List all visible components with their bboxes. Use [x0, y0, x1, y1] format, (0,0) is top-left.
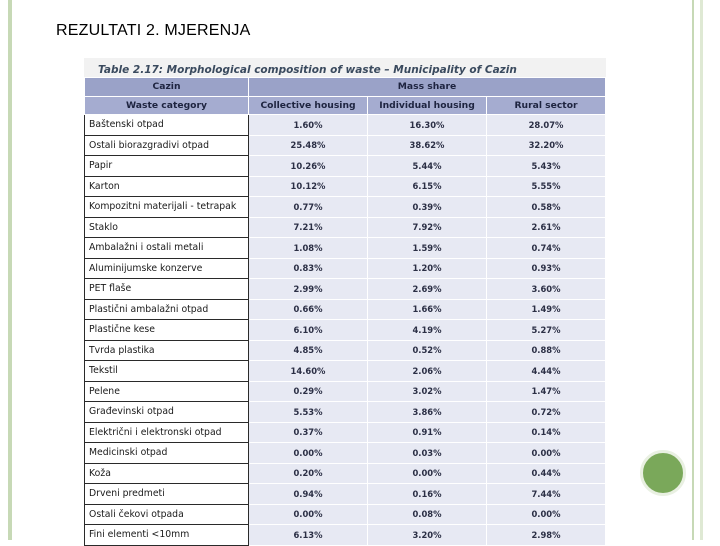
header-region: Cazin [85, 78, 249, 97]
cell-collective-housing: 0.66% [249, 299, 368, 320]
cell-individual-housing: 38.62% [368, 135, 487, 156]
cell-rural-sector: 4.44% [487, 361, 606, 382]
cell-rural-sector: 2.61% [487, 217, 606, 238]
cell-rural-sector: 28.07% [487, 115, 606, 136]
cell-individual-housing: 0.08% [368, 504, 487, 525]
cell-waste-category: Papir [85, 156, 249, 177]
column-header-rural-sector: Rural sector [487, 96, 606, 115]
cell-collective-housing: 14.60% [249, 361, 368, 382]
table-row [85, 299, 606, 320]
cell-individual-housing: 0.00% [368, 463, 487, 484]
cell-individual-housing: 1.20% [368, 258, 487, 279]
cell-individual-housing: 1.66% [368, 299, 487, 320]
cell-waste-category: Koža [85, 463, 249, 484]
table-row [85, 443, 606, 464]
cell-rural-sector: 0.58% [487, 197, 606, 218]
table-row [85, 463, 606, 484]
cell-rural-sector: 3.60% [487, 279, 606, 300]
cell-waste-category: Električni i elektronski otpad [85, 422, 249, 443]
cell-collective-housing: 6.13% [249, 525, 368, 546]
table-row [85, 156, 606, 177]
cell-collective-housing: 0.37% [249, 422, 368, 443]
cell-collective-housing: 0.00% [249, 443, 368, 464]
cell-waste-category: Ostali čekovi otpada [85, 504, 249, 525]
cell-waste-category: Baštenski otpad [85, 115, 249, 136]
cell-waste-category: Fini elementi <10mm [85, 525, 249, 546]
cell-waste-category: Medicinski otpad [85, 443, 249, 464]
cell-individual-housing: 3.02% [368, 381, 487, 402]
waste-composition-table [84, 77, 606, 546]
right-border-decoration-outer [700, 0, 703, 540]
table-row [85, 402, 606, 423]
cell-individual-housing: 0.91% [368, 422, 487, 443]
cell-collective-housing: 6.10% [249, 320, 368, 341]
cell-rural-sector: 0.00% [487, 443, 606, 464]
cell-individual-housing: 0.52% [368, 340, 487, 361]
cell-individual-housing: 5.44% [368, 156, 487, 177]
cell-collective-housing: 5.53% [249, 402, 368, 423]
cell-collective-housing: 0.94% [249, 484, 368, 505]
table-row [85, 279, 606, 300]
slide-title: REZULTATI 2. MJERENJA [56, 22, 251, 39]
cell-rural-sector: 0.93% [487, 258, 606, 279]
cell-waste-category: Tvrda plastika [85, 340, 249, 361]
cell-individual-housing: 1.59% [368, 238, 487, 259]
cell-waste-category: Kompozitni materijali - tetrapak [85, 197, 249, 218]
cell-individual-housing: 3.20% [368, 525, 487, 546]
cell-rural-sector: 1.47% [487, 381, 606, 402]
cell-waste-category: Tekstil [85, 361, 249, 382]
cell-waste-category: PET flaše [85, 279, 249, 300]
cell-individual-housing: 0.16% [368, 484, 487, 505]
table-row [85, 238, 606, 259]
cell-waste-category: Građevinski otpad [85, 402, 249, 423]
cell-rural-sector: 7.44% [487, 484, 606, 505]
table-header-row-columns [85, 96, 606, 115]
cell-individual-housing: 0.03% [368, 443, 487, 464]
cell-collective-housing: 7.21% [249, 217, 368, 238]
waste-composition-table-figure [84, 58, 606, 541]
cell-waste-category: Karton [85, 176, 249, 197]
cell-collective-housing: 0.83% [249, 258, 368, 279]
cell-rural-sector: 1.49% [487, 299, 606, 320]
cell-collective-housing: 4.85% [249, 340, 368, 361]
cell-individual-housing: 2.06% [368, 361, 487, 382]
cell-rural-sector: 2.98% [487, 525, 606, 546]
cell-individual-housing: 7.92% [368, 217, 487, 238]
cell-waste-category: Ambalažni i ostali metali [85, 238, 249, 259]
cell-rural-sector: 0.44% [487, 463, 606, 484]
cell-collective-housing: 2.99% [249, 279, 368, 300]
table-caption: Table 2.17: Morphological composition of waste – Municipality of Cazin [98, 64, 517, 76]
table-body [85, 115, 606, 546]
cell-collective-housing: 10.12% [249, 176, 368, 197]
cell-collective-housing: 10.26% [249, 156, 368, 177]
cell-waste-category: Aluminijumske konzerve [85, 258, 249, 279]
cell-rural-sector: 0.72% [487, 402, 606, 423]
cell-individual-housing: 4.19% [368, 320, 487, 341]
cell-rural-sector: 0.14% [487, 422, 606, 443]
left-border-decoration [8, 0, 12, 540]
table-row [85, 361, 606, 382]
table-row [85, 197, 606, 218]
cell-rural-sector: 5.55% [487, 176, 606, 197]
cell-collective-housing: 0.20% [249, 463, 368, 484]
table-row [85, 217, 606, 238]
cell-waste-category: Plastični ambalažni otpad [85, 299, 249, 320]
table-row [85, 381, 606, 402]
table-row [85, 320, 606, 341]
cell-individual-housing: 2.69% [368, 279, 487, 300]
column-header-collective-housing: Collective housing [249, 96, 368, 115]
cell-rural-sector: 0.74% [487, 238, 606, 259]
cell-waste-category: Ostali biorazgradivi otpad [85, 135, 249, 156]
cell-collective-housing: 1.08% [249, 238, 368, 259]
cell-individual-housing: 0.39% [368, 197, 487, 218]
cell-waste-category: Plastične kese [85, 320, 249, 341]
cell-individual-housing: 3.86% [368, 402, 487, 423]
cell-rural-sector: 0.00% [487, 504, 606, 525]
green-circle-decoration [640, 450, 686, 496]
cell-waste-category: Drveni predmeti [85, 484, 249, 505]
table-row [85, 525, 606, 546]
cell-collective-housing: 1.60% [249, 115, 368, 136]
table-row [85, 340, 606, 361]
cell-collective-housing: 0.29% [249, 381, 368, 402]
cell-rural-sector: 32.20% [487, 135, 606, 156]
cell-collective-housing: 0.77% [249, 197, 368, 218]
table-row [85, 176, 606, 197]
table-row [85, 484, 606, 505]
cell-collective-housing: 0.00% [249, 504, 368, 525]
column-header-waste-category: Waste category [85, 96, 249, 115]
table-header-row-top [85, 78, 606, 97]
column-header-individual-housing: Individual housing [368, 96, 487, 115]
cell-rural-sector: 0.88% [487, 340, 606, 361]
table-row [85, 422, 606, 443]
table-row [85, 115, 606, 136]
cell-waste-category: Pelene [85, 381, 249, 402]
table-row [85, 135, 606, 156]
table-row [85, 504, 606, 525]
cell-individual-housing: 6.15% [368, 176, 487, 197]
cell-collective-housing: 25.48% [249, 135, 368, 156]
cell-individual-housing: 16.30% [368, 115, 487, 136]
right-border-decoration [692, 0, 694, 540]
cell-waste-category: Staklo [85, 217, 249, 238]
cell-rural-sector: 5.27% [487, 320, 606, 341]
header-mass-share: Mass share [249, 78, 606, 97]
table-row [85, 258, 606, 279]
cell-rural-sector: 5.43% [487, 156, 606, 177]
